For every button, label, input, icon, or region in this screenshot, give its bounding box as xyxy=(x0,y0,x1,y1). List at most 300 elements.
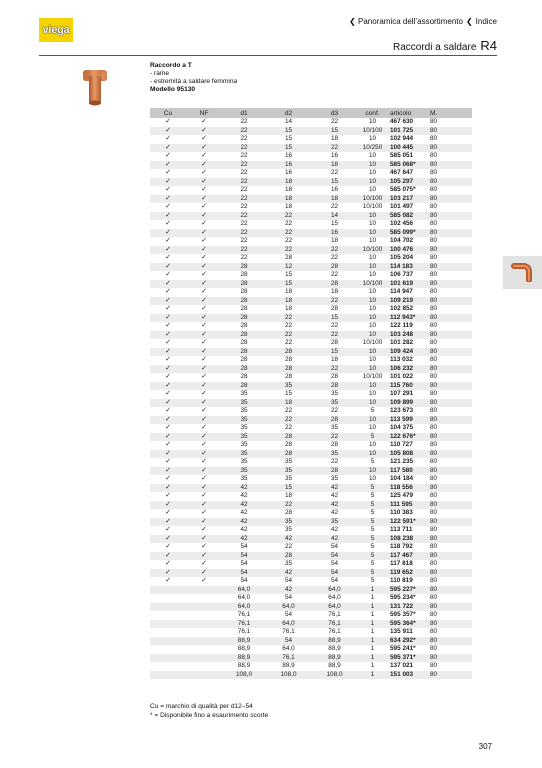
table-row xyxy=(150,484,472,493)
cell-nf: ✓ xyxy=(186,569,222,578)
cell-m: 80 xyxy=(427,314,472,323)
cell-d2: 16 xyxy=(284,152,293,159)
cell-d1: 54 xyxy=(240,560,248,567)
cell-d1: 35 xyxy=(240,424,248,431)
table-row xyxy=(150,237,472,246)
cell-conf: 1 xyxy=(358,671,387,680)
cell-d3: 28 xyxy=(311,416,358,425)
cell-cu: ✓ xyxy=(150,484,186,493)
cell-nf: ✓ xyxy=(186,518,222,527)
article-table xyxy=(150,108,472,679)
table-row xyxy=(150,594,472,603)
cell-m: 80 xyxy=(427,365,472,374)
header-d1: d1 xyxy=(222,108,266,118)
cell-d1: 22 xyxy=(222,127,266,136)
cell-d3: 15 xyxy=(330,220,339,227)
cell-articolo: 114 947 xyxy=(390,288,413,295)
table-row xyxy=(150,322,472,331)
cell-d2: 15 xyxy=(266,127,311,136)
cell-articolo: 108 238 xyxy=(387,535,427,544)
cell-conf: 10 xyxy=(368,254,377,261)
cell-d1: 28 xyxy=(240,288,248,295)
cell-d1: 28 xyxy=(222,365,266,374)
cell-articolo: 110 727 xyxy=(390,441,413,448)
cell-d3: 15 xyxy=(311,348,358,357)
cell-m: 80 xyxy=(430,526,438,533)
cell-nf xyxy=(186,671,222,680)
cell-d2: 28 xyxy=(266,348,311,357)
cell-nf: ✓ xyxy=(201,373,207,380)
index-link[interactable]: Indice xyxy=(475,17,497,26)
cell-m: 80 xyxy=(427,178,472,187)
cell-d3: 22 xyxy=(330,322,339,329)
cell-cu: ✓ xyxy=(165,526,171,533)
page-number: 307 xyxy=(478,742,492,751)
cell-d2: 54 xyxy=(284,577,293,584)
cell-conf: 10 xyxy=(358,314,387,323)
cell-d2: 18 xyxy=(284,305,293,312)
cell-d1: 35 xyxy=(222,450,266,459)
cell-m: 80 xyxy=(427,212,472,221)
cell-cu xyxy=(150,620,186,629)
cell-d2: 18 xyxy=(284,492,293,499)
cell-nf: ✓ xyxy=(201,203,207,210)
cell-conf: 10 xyxy=(368,135,377,142)
cell-d1: 108,0 xyxy=(222,671,266,680)
section-code: R4 xyxy=(480,38,497,53)
cell-d2: 28 xyxy=(284,254,293,261)
cell-d3: 42 xyxy=(330,492,339,499)
cell-nf: ✓ xyxy=(186,501,222,510)
cell-d2: 28 xyxy=(284,441,293,448)
table-row xyxy=(150,271,472,280)
cell-nf: ✓ xyxy=(186,484,222,493)
viega-logo: viega xyxy=(39,18,73,42)
cell-d2: 18 xyxy=(266,399,311,408)
table-row xyxy=(150,492,472,501)
cell-conf: 10 xyxy=(368,305,377,312)
cell-cu: ✓ xyxy=(150,280,186,289)
cell-d1: 22 xyxy=(222,195,266,204)
cell-m: 80 xyxy=(430,288,438,295)
cell-cu: ✓ xyxy=(150,467,186,476)
cell-conf: 10 xyxy=(368,390,377,397)
table-row xyxy=(150,416,472,425)
cell-d1: 88,9 xyxy=(237,662,251,669)
cell-m: 80 xyxy=(430,645,438,652)
table-row xyxy=(150,373,472,382)
cell-d2: 22 xyxy=(284,543,293,550)
cell-articolo: 125 479 xyxy=(390,492,414,499)
cell-d2: 14 xyxy=(284,118,293,125)
cell-d1: 42 xyxy=(240,492,248,499)
cell-d3: 14 xyxy=(311,212,358,221)
cell-d3: 35 xyxy=(330,475,339,482)
cell-m: 80 xyxy=(430,594,438,601)
cell-d2: 28 xyxy=(266,365,311,374)
cell-d3: 76,1 xyxy=(311,620,358,629)
cell-m: 80 xyxy=(430,492,438,499)
table-row xyxy=(150,577,472,586)
cell-articolo: 103 248 xyxy=(387,331,427,340)
table-row xyxy=(150,637,472,646)
cell-d1: 28 xyxy=(222,348,266,357)
cell-m: 80 xyxy=(427,620,472,629)
cell-cu: ✓ xyxy=(165,305,171,312)
cell-nf xyxy=(186,594,222,603)
table-row xyxy=(150,297,472,306)
cell-cu: ✓ xyxy=(150,518,186,527)
table-row xyxy=(150,365,472,374)
cell-cu: ✓ xyxy=(150,195,186,204)
header-d3: d3 xyxy=(311,108,358,118)
cell-articolo: 585 099* xyxy=(387,229,427,238)
header-cu: Cu xyxy=(150,108,186,118)
cell-conf: 5 xyxy=(370,492,375,499)
cell-conf: 10/100 xyxy=(362,203,383,210)
cell-d3: 18 xyxy=(330,288,339,295)
cell-d1: 22 xyxy=(240,254,248,261)
cell-conf: 10 xyxy=(358,297,387,306)
cell-nf: ✓ xyxy=(201,237,207,244)
cell-cu: ✓ xyxy=(150,331,186,340)
cell-d3: 28 xyxy=(330,305,339,312)
cell-cu xyxy=(150,628,186,637)
cell-nf: ✓ xyxy=(201,577,207,584)
cell-articolo: 109 899 xyxy=(387,399,427,408)
cell-articolo: 117 467 xyxy=(387,552,427,561)
cell-m: 80 xyxy=(427,331,472,340)
table-row xyxy=(150,509,472,518)
cell-conf: 10 xyxy=(358,161,387,170)
cell-articolo: 117 580 xyxy=(387,467,427,476)
cell-cu: ✓ xyxy=(150,450,186,459)
cell-d1: 88,9 xyxy=(222,654,266,663)
cell-cu: ✓ xyxy=(165,220,171,227)
cell-cu: ✓ xyxy=(165,237,171,244)
cell-d2: 16 xyxy=(284,169,293,176)
section-heading xyxy=(393,38,497,53)
cell-articolo: 112 943* xyxy=(387,314,427,323)
cell-d1: 28 xyxy=(240,339,248,346)
cell-conf: 5 xyxy=(358,433,387,442)
cell-d3: 22 xyxy=(311,297,358,306)
table-row xyxy=(150,246,472,255)
cell-articolo: 131 722 xyxy=(387,603,427,612)
table-row xyxy=(150,178,472,187)
cell-nf: ✓ xyxy=(201,135,207,142)
cell-conf: 10 xyxy=(358,229,387,238)
cell-articolo: 123 673 xyxy=(390,407,414,414)
cell-conf: 10 xyxy=(368,356,377,363)
cell-nf: ✓ xyxy=(201,390,207,397)
cell-conf: 10 xyxy=(368,186,377,193)
cell-d3: 54 xyxy=(311,569,358,578)
cell-d3: 35 xyxy=(311,399,358,408)
cell-m: 80 xyxy=(427,603,472,612)
cell-conf: 1 xyxy=(370,662,375,669)
cell-conf: 1 xyxy=(370,594,375,601)
cell-conf: 10 xyxy=(368,322,377,329)
overview-link[interactable]: Panoramica dell’assortimento xyxy=(358,17,463,26)
table-row xyxy=(150,628,472,637)
cell-cu: ✓ xyxy=(150,127,186,136)
cell-d2: 76,1 xyxy=(266,654,311,663)
cell-cu: ✓ xyxy=(150,382,186,391)
cell-cu: ✓ xyxy=(165,543,171,550)
cell-d1: 22 xyxy=(240,220,248,227)
cell-conf: 5 xyxy=(358,518,387,527)
cell-d1: 88,9 xyxy=(237,645,251,652)
cell-d2: 35 xyxy=(284,475,293,482)
cell-d2: 22 xyxy=(266,212,311,221)
cell-conf: 10/100 xyxy=(358,280,387,289)
cell-d1: 28 xyxy=(222,297,266,306)
cell-nf: ✓ xyxy=(186,212,222,221)
cell-articolo: 111 595 xyxy=(387,501,427,510)
cell-conf: 10/100 xyxy=(358,195,387,204)
cell-d2: 54 xyxy=(284,594,293,601)
cell-nf xyxy=(186,628,222,637)
cell-conf: 10 xyxy=(358,467,387,476)
cell-cu: ✓ xyxy=(150,501,186,510)
cell-m: 80 xyxy=(430,628,438,635)
product-ends: - estremità a saldare femmina xyxy=(150,78,238,86)
cell-m: 80 xyxy=(430,662,438,669)
cell-d1: 35 xyxy=(222,467,266,476)
cell-conf: 5 xyxy=(370,509,375,516)
cell-conf: 10 xyxy=(358,382,387,391)
cell-d2: 22 xyxy=(284,424,293,431)
cell-d1: 22 xyxy=(240,152,248,159)
table-row xyxy=(150,662,472,671)
cell-conf: 10/100 xyxy=(362,339,383,346)
cell-m: 80 xyxy=(430,373,438,380)
cell-articolo: 585 051 xyxy=(390,152,414,159)
cell-articolo: 595 371* xyxy=(387,654,427,663)
table-row xyxy=(150,280,472,289)
cell-d3: 28 xyxy=(311,467,358,476)
table-row xyxy=(150,560,472,569)
cell-nf: ✓ xyxy=(186,382,222,391)
cell-d1: 35 xyxy=(240,475,248,482)
cell-m: 80 xyxy=(427,416,472,425)
cell-nf: ✓ xyxy=(201,560,207,567)
cell-m: 80 xyxy=(430,424,438,431)
table-row xyxy=(150,645,472,654)
cell-articolo: 121 235 xyxy=(390,458,414,465)
cell-d3: 18 xyxy=(330,135,339,142)
cell-d3: 54 xyxy=(330,543,339,550)
cell-m: 80 xyxy=(427,569,472,578)
cell-articolo: 105 204 xyxy=(390,254,414,261)
footnotes xyxy=(150,703,268,720)
cell-d2: 15 xyxy=(284,390,293,397)
table-row xyxy=(150,186,472,195)
cell-nf: ✓ xyxy=(186,348,222,357)
table-row xyxy=(150,620,472,629)
cell-d3: 42 xyxy=(330,509,339,516)
footnote-star: * = Disponibile fino a esaurimento scorte xyxy=(150,711,269,719)
cell-d1: 76,1 xyxy=(237,628,251,635)
table-row xyxy=(150,407,472,416)
cell-cu: ✓ xyxy=(165,322,171,329)
cell-d1: 42 xyxy=(222,535,266,544)
cell-d1: 22 xyxy=(222,229,266,238)
cell-m: 80 xyxy=(427,382,472,391)
cell-articolo: 107 291 xyxy=(390,390,414,397)
cell-conf: 10 xyxy=(358,365,387,374)
cell-cu: ✓ xyxy=(165,356,171,363)
cell-nf: ✓ xyxy=(186,127,222,136)
cell-d1: 35 xyxy=(222,416,266,425)
cell-nf: ✓ xyxy=(186,314,222,323)
cell-d3: 15 xyxy=(311,127,358,136)
cell-m: 80 xyxy=(430,169,438,176)
cell-cu: ✓ xyxy=(150,535,186,544)
cell-nf xyxy=(186,611,222,620)
table-row xyxy=(150,356,472,365)
table-row xyxy=(150,203,472,212)
table-row xyxy=(150,288,472,297)
cell-articolo: 595 357* xyxy=(390,611,416,618)
cell-nf: ✓ xyxy=(186,331,222,340)
cell-articolo: 109 219 xyxy=(387,297,427,306)
cell-conf: 5 xyxy=(370,577,375,584)
cell-conf: 10/100 xyxy=(358,127,387,136)
table-row xyxy=(150,229,472,238)
cell-articolo: 595 234* xyxy=(390,594,416,601)
cell-conf: 5 xyxy=(370,560,375,567)
product-info xyxy=(150,62,237,94)
cell-nf: ✓ xyxy=(186,399,222,408)
cell-d2: 42 xyxy=(266,586,311,595)
cell-d2: 15 xyxy=(284,135,293,142)
cell-cu: ✓ xyxy=(150,365,186,374)
cell-d1: 28 xyxy=(240,271,248,278)
cell-m: 80 xyxy=(430,458,438,465)
cell-cu xyxy=(150,603,186,612)
header-m: M. xyxy=(427,108,472,118)
cell-cu: ✓ xyxy=(165,135,171,142)
cell-articolo: 595 241* xyxy=(390,645,416,652)
cell-d3: 54 xyxy=(311,552,358,561)
cell-articolo: 151 003 xyxy=(387,671,427,680)
cell-d2: 42 xyxy=(266,535,311,544)
cell-articolo: 595 364* xyxy=(387,620,427,629)
cell-conf: 1 xyxy=(358,586,387,595)
cell-d2: 15 xyxy=(284,271,293,278)
cell-d3: 28 xyxy=(330,373,339,380)
table-row xyxy=(150,586,472,595)
cell-d1: 88,9 xyxy=(222,637,266,646)
section-side-tab[interactable] xyxy=(503,256,542,289)
table-row xyxy=(150,433,472,442)
cell-cu: ✓ xyxy=(165,186,171,193)
cell-nf: ✓ xyxy=(186,280,222,289)
cell-conf: 10/250 xyxy=(358,144,387,153)
cell-articolo: 467 647 xyxy=(390,169,414,176)
cell-conf: 10 xyxy=(368,152,377,159)
table-header-row xyxy=(150,108,472,118)
cell-cu: ✓ xyxy=(165,492,171,499)
cell-m: 80 xyxy=(427,501,472,510)
cell-articolo: 105 808 xyxy=(387,450,427,459)
product-material: - rame xyxy=(150,70,170,78)
cell-d1: 42 xyxy=(222,501,266,510)
cell-cu xyxy=(150,611,186,620)
cell-d2: 15 xyxy=(266,144,311,153)
cell-d2: 16 xyxy=(266,161,311,170)
cell-d2: 22 xyxy=(266,501,311,510)
cell-articolo: 102 944 xyxy=(390,135,414,142)
cell-articolo: 467 630 xyxy=(390,118,414,125)
cell-conf: 5 xyxy=(358,484,387,493)
cell-d3: 18 xyxy=(330,356,339,363)
cell-d1: 64,0 xyxy=(222,603,266,612)
cell-cu: ✓ xyxy=(150,263,186,272)
cell-nf xyxy=(186,645,222,654)
cell-cu: ✓ xyxy=(150,178,186,187)
cell-cu: ✓ xyxy=(165,152,171,159)
cell-m: 80 xyxy=(430,509,438,516)
cell-nf: ✓ xyxy=(186,178,222,187)
cell-d1: 28 xyxy=(222,331,266,340)
cell-d3: 42 xyxy=(311,501,358,510)
cell-articolo: 135 911 xyxy=(390,628,413,635)
cell-d2: 35 xyxy=(266,518,311,527)
cell-articolo: 585 068* xyxy=(387,161,427,170)
cell-d3: 35 xyxy=(311,518,358,527)
cell-d1: 35 xyxy=(240,407,248,414)
cell-m: 80 xyxy=(430,118,438,125)
cell-m: 80 xyxy=(427,433,472,442)
cell-d1: 42 xyxy=(222,484,266,493)
cell-articolo: 104 702 xyxy=(390,237,414,244)
cell-d2: 108,0 xyxy=(266,671,311,680)
table-row xyxy=(150,195,472,204)
cell-nf: ✓ xyxy=(201,424,207,431)
cell-m: 80 xyxy=(430,322,438,329)
cell-d2: 54 xyxy=(284,611,293,618)
cell-d2: 15 xyxy=(266,484,311,493)
cell-cu: ✓ xyxy=(150,144,186,153)
cell-d3: 35 xyxy=(330,390,339,397)
cell-nf: ✓ xyxy=(186,416,222,425)
cell-m: 80 xyxy=(430,577,438,584)
cell-d2: 28 xyxy=(284,373,293,380)
header-d2: d2 xyxy=(266,108,311,118)
cell-conf: 10 xyxy=(358,399,387,408)
cell-conf: 10 xyxy=(368,288,377,295)
cell-m: 80 xyxy=(427,144,472,153)
header-articolo: articolo xyxy=(387,108,427,118)
cell-d3: 22 xyxy=(330,458,339,465)
cell-articolo: 100 445 xyxy=(387,144,427,153)
cell-articolo: 110 383 xyxy=(390,509,413,516)
cell-d3: 22 xyxy=(311,433,358,442)
cell-d2: 18 xyxy=(266,178,311,187)
cell-nf xyxy=(186,662,222,671)
cell-conf: 10 xyxy=(368,220,377,227)
cell-nf: ✓ xyxy=(201,305,207,312)
cell-d3: 18 xyxy=(330,237,339,244)
table-row xyxy=(150,475,472,484)
cell-conf: 10 xyxy=(358,416,387,425)
cell-articolo: 113 032 xyxy=(390,356,413,363)
cell-d3: 35 xyxy=(311,450,358,459)
cell-cu: ✓ xyxy=(165,509,171,516)
